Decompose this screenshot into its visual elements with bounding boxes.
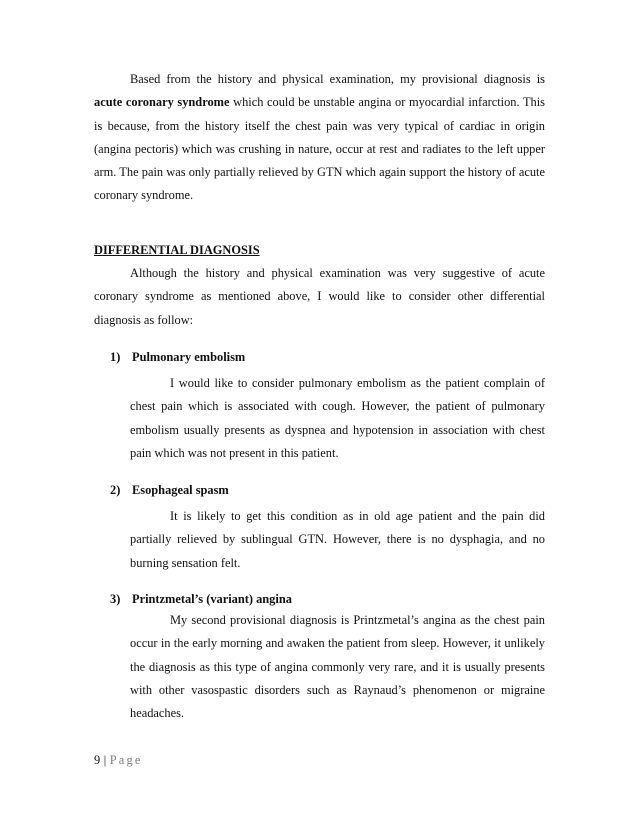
intro-text-rest: which could be unstable angina or myocardial infarction. This is because, from the history itself the chest pain was very typical of cardiac in origin (angina pectoris) which was crushing in nature, occur at rest and radiates to the left upper arm. The pain was only partially relieved by GTN which again support the history of acute coronary syndrome. xyxy=(94,95,546,203)
item-title-text-3: Printzmetal’s (variant) angina xyxy=(132,592,292,606)
item-paragraph-1: I would like to consider pulmonary embolism as the patient complain of chest pain which is associated with cough. However, the patient of pulmonary embolism usually presents as dyspnea and hypotension in association with chest pain which was not present in this patient. xyxy=(130,376,545,460)
item-title-1 xyxy=(110,350,245,365)
item-title-3 xyxy=(110,592,292,607)
item-number-2: 2) xyxy=(110,483,121,497)
footer-separator: | xyxy=(100,753,110,767)
intro-text-start: Based from the history and physical examination, my provisional diagnosis is xyxy=(130,72,545,86)
differential-intro-paragraph: Although the history and physical examination was very suggestive of acute coronary syndrome as mentioned above, I would like to consider other differential diagnosis as follow: xyxy=(94,266,545,327)
page-label: Page xyxy=(109,753,143,767)
item-title-text-2: Esophageal spasm xyxy=(132,483,229,497)
item-number-3: 3) xyxy=(110,592,121,606)
page-number: 9 xyxy=(94,753,101,767)
item-paragraph-3: My second provisional diagnosis is Printzmetal’s angina as the chest pain occur in the early morning and awaken the patient from sleep. However, it unlikely the diagnosis as this type of angina commonly very rare, and it is usually presents with other vasospastic disorders such as Raynaud’s phenomenon or migraine headaches. xyxy=(130,613,545,721)
intro-paragraph xyxy=(94,68,545,208)
item-title-2 xyxy=(110,483,229,498)
item-paragraph-2: It is likely to get this condition as in old age patient and the pain did partially relieved by sublingual GTN. However, there is no dysphagia, and no burning sensation felt. xyxy=(130,509,545,570)
page-footer xyxy=(94,753,143,768)
intro-bold-diagnosis: acute coronary syndrome xyxy=(94,95,230,110)
item-number-1: 1) xyxy=(110,350,121,364)
section-heading-differential: DIFFERENTIAL DIAGNOSIS xyxy=(94,243,260,257)
item-title-text-1: Pulmonary embolism xyxy=(132,350,246,364)
